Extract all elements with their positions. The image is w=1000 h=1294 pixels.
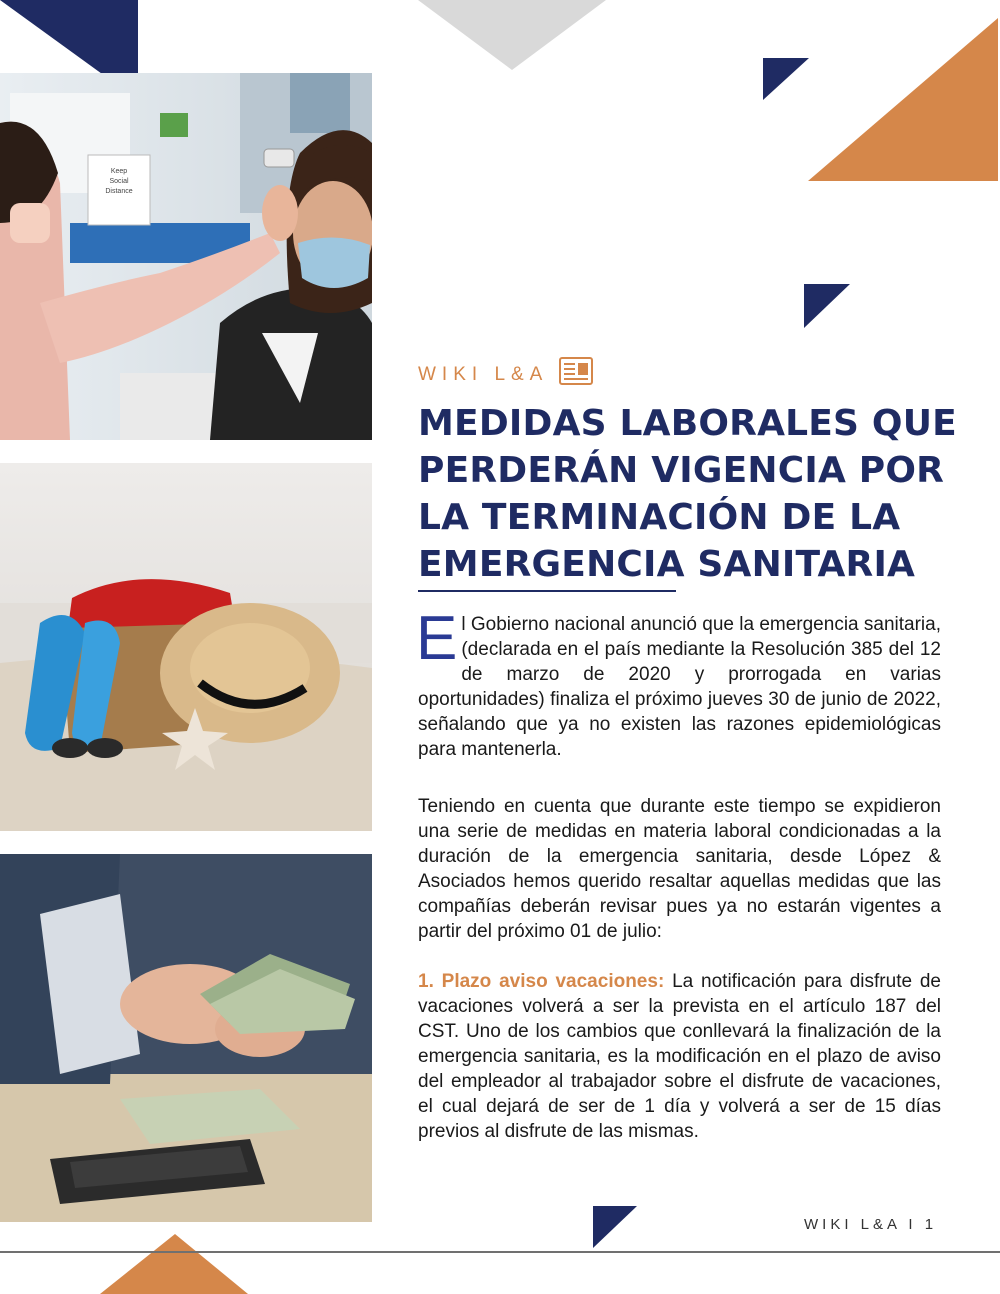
newspaper-icon [559, 357, 593, 385]
page-footer: WIKI L&A I 1 [804, 1216, 938, 1233]
title-underline [418, 590, 676, 592]
measure-item-1-text: La notificación para disfrute de vacaciones volverá a ser la prevista en el artículo 187 del CST. Uno de los cambios que conllevará la finalización de la emergencia sanitaria, es la modificación en el plazo de aviso del empleador al trabajador sobre el disfrute de vacaciones, el cual dejará de ser de 1 día y volverá a ser de 15 días previos al disfrute de las mismas. [418, 971, 941, 1142]
sign-line-2: Social [109, 178, 129, 185]
photo-beach-vacation [0, 463, 372, 831]
section-kicker: WIKI L&A [418, 364, 549, 385]
article-title: MEDIDAS LABORALES QUE PERDERÁN VIGENCIA POR LA TERMINACIÓN DE LA EMERGENCIA SANITARIA [418, 403, 957, 585]
decor-top-right-orange-triangle [808, 18, 1000, 183]
measure-item-1-heading: 1. Plazo aviso vacaciones: [418, 971, 665, 992]
photo-temperature-check [0, 73, 372, 440]
sign-line-1: Keep [110, 168, 128, 175]
decor-top-gray-triangle [418, 0, 608, 72]
context-paragraph: Teniendo en cuenta que durante este tiempo se expidieron una serie de medidas en materia laboral condicionadas a la duración de la emergencia sanitaria, desde López & Asociados hemos querido resaltar aquellas medidas que las compañías deberán revisar pues ya no estarán vigentes a partir del próximo 01 de julio: [418, 796, 941, 942]
sign-line-3: Distance [105, 188, 133, 195]
footer-rule [0, 1251, 1000, 1253]
decor-small-navy-triangle-2 [804, 284, 852, 330]
intro-paragraph [416, 604, 941, 762]
drop-cap: E [416, 604, 458, 673]
intro-text: l Gobierno nacional anunció que la emergencia sanitaria, (declarada en el país mediante la Resolución 385 del 12 de marzo de 2020 y prorrogada en varias oportunidades) finaliza el próximo jueves 30 de junio de 2022, señalando que ya no existen las razones epidemiológicas para mantenerla. [418, 614, 941, 760]
photo-money-calculator [0, 854, 372, 1222]
decor-bottom-orange-triangle [100, 1234, 250, 1294]
decor-bottom-navy-triangle [593, 1206, 639, 1250]
measure-item-1 [418, 969, 941, 1144]
decor-small-navy-triangle-1 [763, 58, 811, 102]
